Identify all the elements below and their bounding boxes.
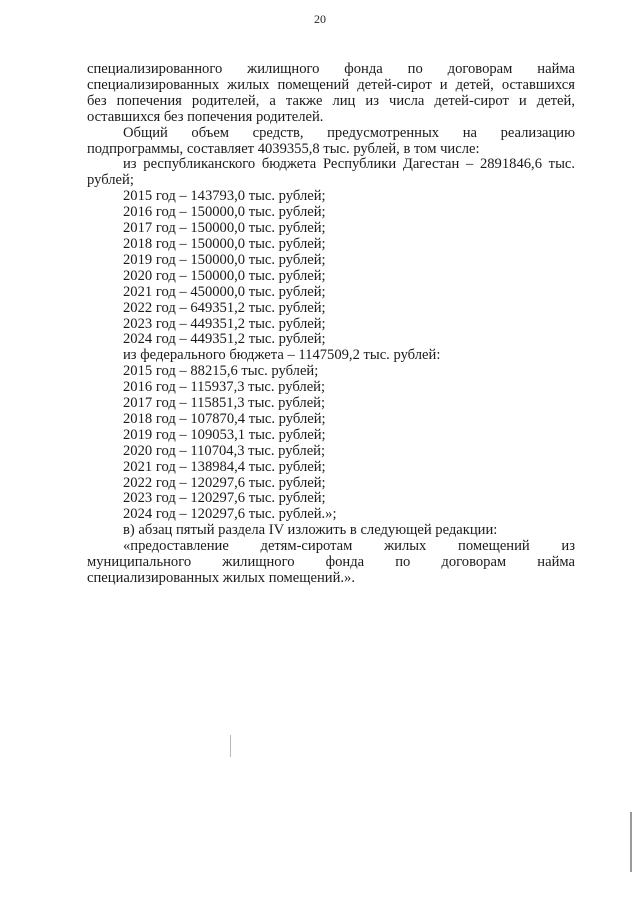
list-item: 2022 год – 649351,2 тыс. рублей;: [123, 299, 326, 316]
list-item: 2016 год – 150000,0 тыс. рублей;: [123, 204, 326, 221]
list-item: 2017 год – 150000,0 тыс. рублей;: [123, 220, 326, 237]
list-item: 2019 год – 109053,1 тыс. рублей;: [123, 426, 326, 443]
list-item: 2023 год – 120297,6 тыс. рублей;: [123, 490, 326, 507]
text-line: специализированных жилых помещений детей-сирот и детей, оставшихся: [87, 76, 575, 93]
list-item: 2024 год – 449351,2 тыс. рублей;: [123, 331, 326, 348]
paragraph-total-funding: [87, 126, 575, 158]
text-line: Общий объем средств, предусмотренных на реализацию: [123, 124, 575, 141]
list-item: 2019 год – 150000,0 тыс. рублей;: [123, 251, 326, 268]
list-item: 2022 год – 120297,6 тыс. рублей;: [123, 474, 326, 491]
list-item: 2023 год – 449351,2 тыс. рублей;: [123, 315, 326, 332]
text-line: специализированного жилищного фонда по договорам найма: [87, 61, 575, 77]
paragraph-regional-budget: [87, 157, 575, 189]
list-item: 2021 год – 138984,4 тыс. рублей;: [123, 458, 326, 475]
document-body: [87, 62, 575, 587]
list-item: 2018 год – 107870,4 тыс. рублей;: [123, 410, 326, 427]
text-line: рублей;: [87, 172, 134, 189]
federal-budget-heading: из федерального бюджета – 1147509,2 тыс. рублей:: [123, 347, 441, 364]
text-line: специализированных жилых помещений.».: [87, 570, 356, 586]
regional-years-list: [87, 189, 575, 348]
list-item: 2016 год – 115937,3 тыс. рублей;: [123, 379, 326, 396]
text-line: без попечения родителей, а также лиц из числа детей-сирот и детей,: [87, 92, 575, 109]
list-item: 2015 год – 143793,0 тыс. рублей;: [123, 188, 326, 205]
list-item: 2015 год – 88215,6 тыс. рублей;: [123, 363, 319, 380]
list-item: 2020 год – 110704,3 тыс. рублей;: [123, 442, 326, 459]
list-item: 2024 год – 120297,6 тыс. рублей.»;: [123, 506, 337, 523]
text-line: «предоставление детям-сиротам жилых помещений из: [123, 538, 575, 555]
list-item: 2020 год – 150000,0 тыс. рублей;: [123, 267, 326, 284]
page-number: 20: [314, 12, 326, 26]
list-item: 2018 год – 150000,0 тыс. рублей;: [123, 235, 326, 252]
paragraph-specialized-housing: [87, 62, 575, 126]
text-line: оставшихся без попечения родителей.: [87, 108, 324, 125]
list-item: 2017 год – 115851,3 тыс. рублей;: [123, 395, 326, 412]
amendment-quote: [87, 539, 575, 587]
scan-artifact-edge: [630, 812, 632, 872]
federal-years-list: [87, 364, 575, 523]
text-line: муниципального жилищного фонда по договорам найма: [87, 554, 575, 571]
scan-artifact-line: [230, 735, 231, 757]
amendment-instruction: в) абзац пятый раздела IV изложить в следующей редакции:: [123, 522, 498, 539]
text-line: из республиканского бюджета Республики Дагестан – 2891846,6 тыс.: [123, 156, 575, 173]
text-line: подпрограммы, составляет 4039355,8 тыс. рублей, в том числе:: [87, 140, 480, 157]
list-item: 2021 год – 450000,0 тыс. рублей;: [123, 283, 326, 300]
